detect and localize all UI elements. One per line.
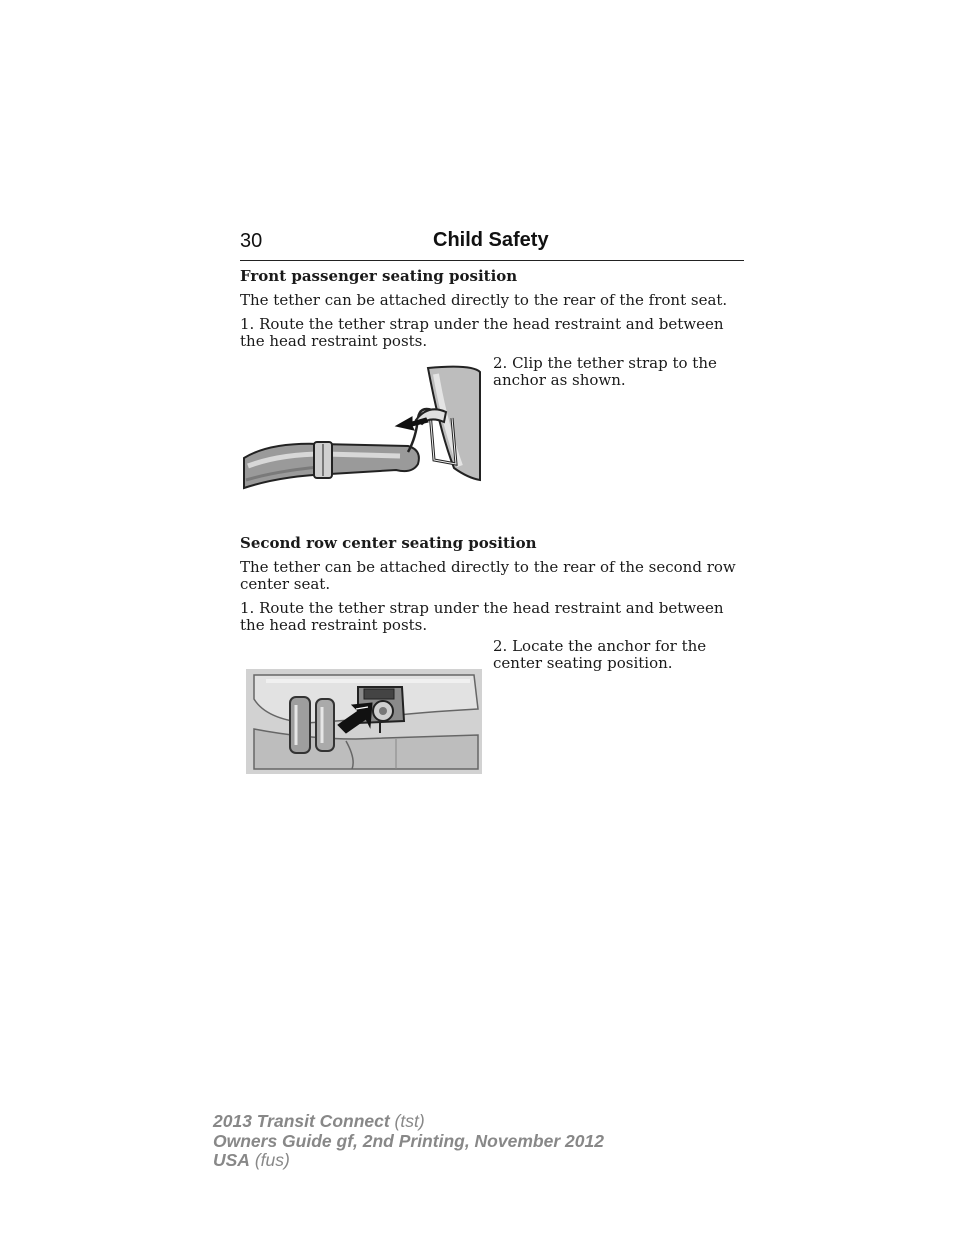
page-header xyxy=(240,228,744,261)
chapter-title: Child Safety xyxy=(433,229,549,251)
tether-clip-illustration xyxy=(240,362,484,494)
second-row-step-2: 2. Locate the anchor for the center seating position. xyxy=(493,637,707,672)
page-number: 30 xyxy=(240,230,263,252)
section-heading-second-row: Second row center seating position xyxy=(240,534,537,552)
footer-market: USA xyxy=(213,1150,250,1170)
footer-line-1 xyxy=(213,1112,604,1132)
front-passenger-intro: The tether can be attached directly to the rear of the front seat. xyxy=(240,291,728,309)
footer-line-2: Owners Guide gf, 2nd Printing, November 2012 xyxy=(213,1130,604,1151)
footer-model-code: (tst) xyxy=(389,1111,425,1131)
footer-line-3 xyxy=(213,1151,604,1171)
footer-market-code: (fus) xyxy=(249,1150,290,1170)
center-anchor-illustration xyxy=(246,669,482,774)
front-passenger-step-1: 1. Route the tether strap under the head restraint and between the head restraint posts. xyxy=(240,315,724,350)
footer-model: 2013 Transit Connect xyxy=(213,1111,390,1131)
second-row-step-1: 1. Route the tether strap under the head restraint and between the head restraint posts. xyxy=(240,599,724,634)
section-heading-front-passenger: Front passenger seating position xyxy=(240,267,518,285)
document-footer xyxy=(213,1112,604,1171)
second-row-intro: The tether can be attached directly to the rear of the second row center seat. xyxy=(240,558,736,593)
front-passenger-step-2: 2. Clip the tether strap to the anchor as shown. xyxy=(493,354,717,389)
